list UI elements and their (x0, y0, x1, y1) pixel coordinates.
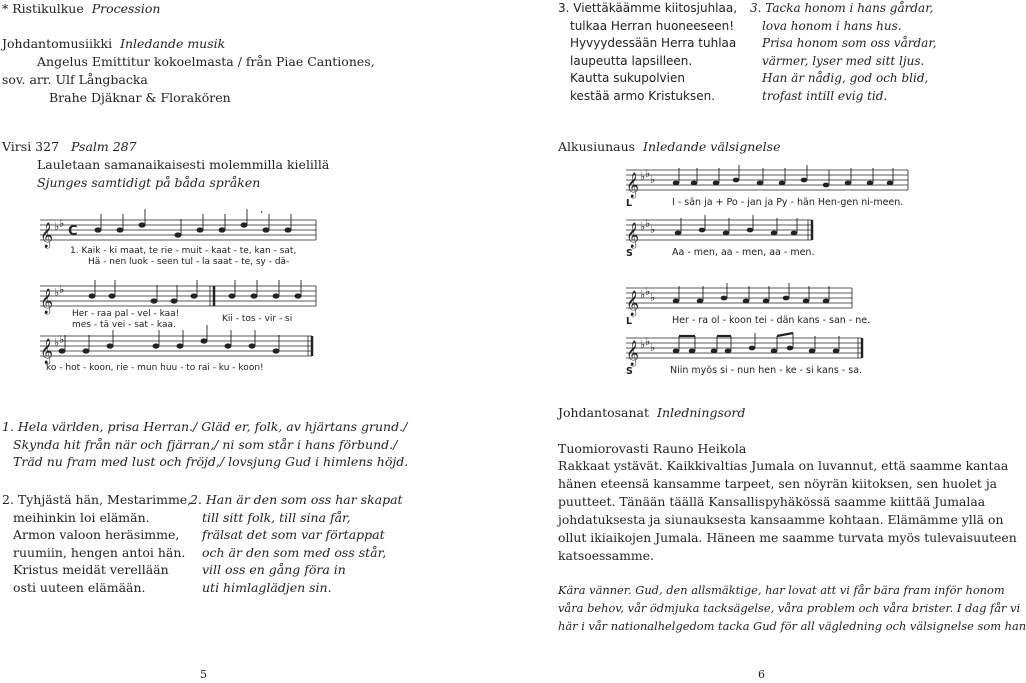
role-congregation-label: S (626, 248, 633, 259)
verse-3-sv: 3. Tacka honom i hans gårdar, lova honom i hans hus. Prisa honom som oss vårdar, värmer, lyser med sitt ljus. Han är nådig, god och blid, trofast intill evig tid. (750, 1, 937, 103)
score-lyric: 1. Kaik - ki maat, te rie - muit - kaat - te, kan - sat, (70, 246, 297, 256)
score-lyric: Niin myös si - nun hen - ke - si kans - sa. (670, 365, 863, 376)
flat-icon: ♭ (645, 335, 651, 348)
treble-clef-icon: 𝄞 (626, 341, 640, 366)
score-lyric: Aa - men, aa - men, aa - men. (672, 247, 815, 258)
score-lyric: mes - tä vei - sat - kaa. (72, 320, 176, 330)
score-lyric: ko - hot - koon, rie - mun huu - to rai - ku - koon! (46, 363, 264, 373)
breath-mark-icon: ’ (260, 210, 264, 221)
flat-icon: ♭ (640, 220, 646, 233)
score-lyric: I - sän ja + Po - jan ja Py - hän Hen-gen ni-meen. (672, 197, 904, 208)
flat-icon: ♭ (54, 336, 60, 349)
hymn-instruction-fi: Lauletaan samanaikaisesti molemmilla kielillä (37, 157, 330, 172)
verse-1-sv: 1. Hela världen, prisa Herran./ Gläd er, folk, av hjärtans grund./ Skynda hit från när och fjärran,/ ni som står i hans förbund./ Träd nu fram med lust och fröjd,/ lovsjung Gud i himlens höjd. (2, 419, 409, 469)
flat-icon: ♭ (645, 217, 651, 230)
music-arranger: sov. arr. Ulf Långbacka (2, 72, 148, 87)
treble-clef-icon: 𝄞 (626, 223, 640, 248)
treble-clef-icon: 𝄞 (40, 223, 54, 248)
hymn-score (36, 208, 326, 378)
flat-icon: ♭ (645, 285, 651, 298)
role-leader-label: L (626, 198, 633, 209)
flat-icon: ♭ (59, 217, 65, 230)
hymn-instruction-sv: Sjunges samtidigt på båda språken (37, 175, 261, 190)
score-lyric: Kii - tos - vir - si (222, 314, 293, 324)
music-heading: Johdantomusiikki Inledande musik (2, 36, 226, 51)
hymn-title: Virsi 327 Psalm 287 (2, 139, 137, 154)
flat-icon: ♭ (650, 341, 656, 354)
verse-2-fi: 2. Tyhjästä hän, Mestarimme, meihinkin loi elämän. Armon valoon heräsimme, ruumiin, hengen antoi hän. Kristus meidät verellään osti uuteen elämään. (2, 492, 192, 595)
flat-icon: ♭ (650, 223, 656, 236)
flat-icon: ♭ (650, 291, 656, 304)
left-header (2, 0, 375, 107)
flat-icon: ♭ (59, 333, 65, 346)
flat-icon: ♭ (59, 283, 65, 296)
treble-clef-icon: 𝄞 (626, 173, 640, 198)
hymn-heading (2, 138, 329, 192)
verse-2-sv: 2. Han är den som oss har skapat till sitt folk, till sina får, frälsat det som var förtappat och är den som med oss står, vill oss en gång föra in uti himlaglädjen sin. (190, 492, 403, 595)
music-performers: Brahe Djäknar & Florakören (49, 90, 231, 105)
verse-3-fi: 3. Viettäkäämme kiitosjuhlaa, tulkaa Herran huoneeseen! Hyvyydessään Herra tuhlaa laupeutta lapsilleen. Kautta sukupolvien kestää armo Kristuksen. (558, 1, 738, 103)
flat-icon: ♭ (645, 167, 651, 180)
score-lyric: Her - raa pal - vel - kaa! (72, 309, 180, 319)
page-number-left: 5 (200, 668, 207, 681)
page-number-right: 6 (758, 668, 765, 681)
intro-text-fi: Rakkaat ystävät. Kaikkivaltias Jumala on luvannut, että saamme kantaa hänen eteensä kansamme tarpeet, sen nöyrän kiitoksen, sen huolet ja puutteet. Tänään täällä Kansallispyhäkössä saamme kiittää Jumalaa johdatuksesta ja siunauksesta kansaamme kohtaan. Elämämme yllä on ollut ikiaikojen Jumala. Häneen me saamme turvata myös tulevaisuuteen katsoessamme. (558, 458, 1017, 563)
role-congregation-label: S (626, 366, 633, 377)
score-lyric: Her - ra ol - koon tei - dän kans - san - ne. (672, 315, 871, 326)
intro-text-sv: Kära vänner. Gud, den allsmäktige, har lovat att vi får bära fram inför honom våra behov, vår ödmjuka tacksägelse, våra problem och våra brister. I dag får vi här i vår nationalhelgedom tacka Gud för all vägledning och välsignelse som han (558, 583, 1026, 633)
score-lyric: Hä - nen luok - seen tul - la saat - te, sy - dä- (88, 257, 290, 267)
flat-icon: ♭ (54, 286, 60, 299)
procession-line: * Ristikulkue Procession (2, 1, 161, 16)
common-time-icon: C (68, 224, 78, 239)
treble-clef-icon: 𝄞 (40, 289, 54, 314)
role-leader-label: L (626, 316, 633, 327)
blessing-heading: Alkusiunaus Inledande välsignelse (558, 139, 781, 154)
intro-words-heading: Johdantosanat Inledningsord (558, 405, 746, 420)
intro-speaker: Tuomiorovasti Rauno Heikola (558, 441, 747, 456)
flat-icon: ♭ (650, 173, 656, 186)
blessing-score (622, 162, 912, 382)
flat-icon: ♭ (54, 220, 60, 233)
treble-clef-icon: 𝄞 (626, 291, 640, 316)
flat-icon: ♭ (640, 170, 646, 183)
flat-icon: ♭ (640, 288, 646, 301)
treble-clef-icon: 𝄞 (40, 339, 54, 364)
music-source: Angelus Emittitur kokoelmasta / från Piae Cantiones, (37, 54, 375, 69)
flat-icon: ♭ (640, 338, 646, 351)
